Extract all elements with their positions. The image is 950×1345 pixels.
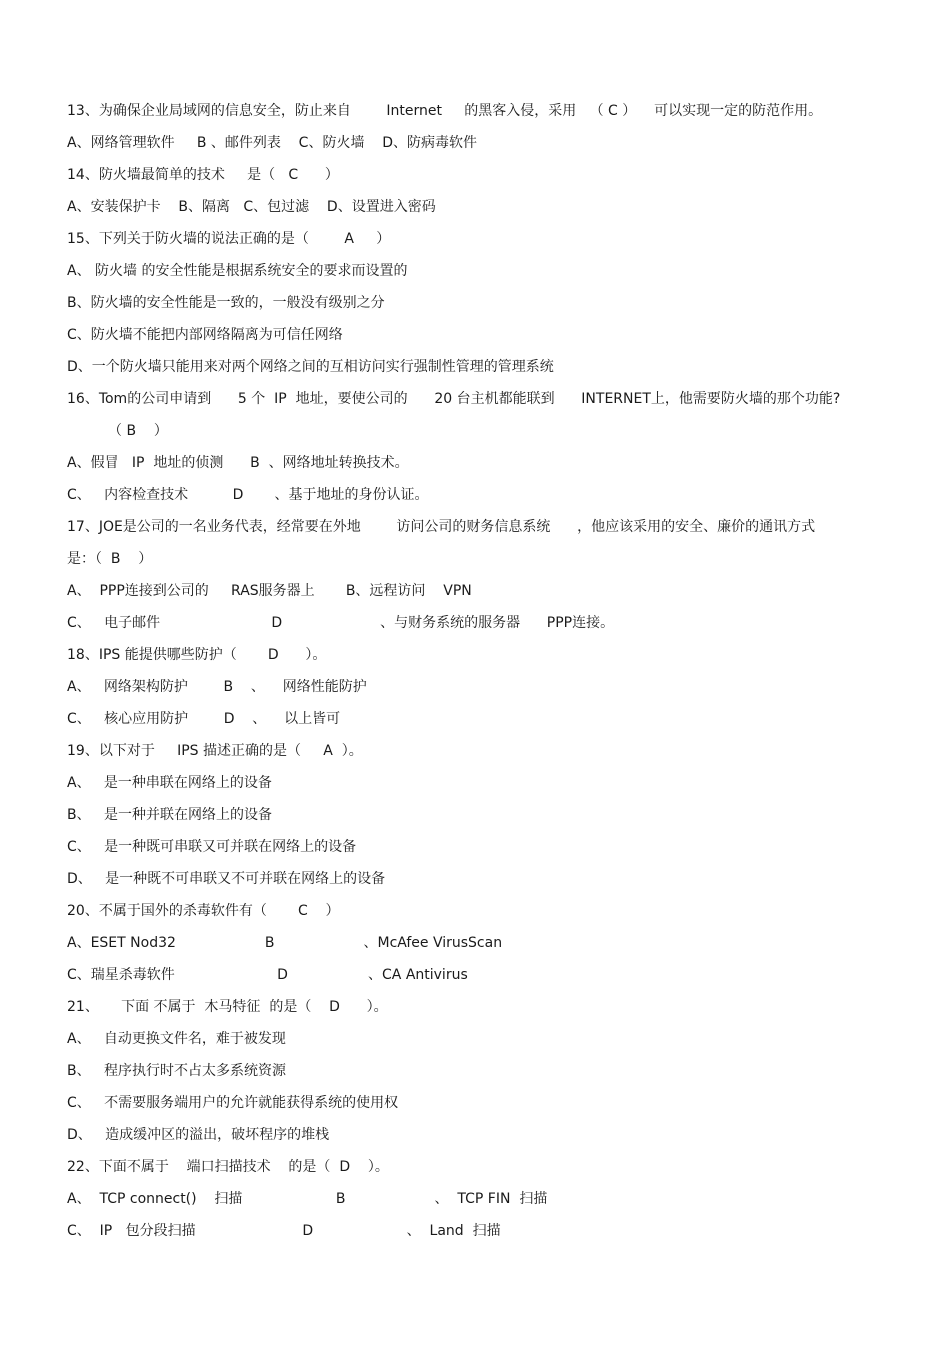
question-15-option-c: C、防火墙不能把内部网络隔离为可信任网络: [67, 327, 343, 343]
question-13-options: A、网络管理软件 B 、邮件列表 C、防火墙 D、防病毒软件: [67, 135, 478, 151]
question-17: 17、JOE是公司的一名业务代表，经常要在外地 访问公司的财务信息系统 ，他应该采用的安全、廉价的通讯方式: [67, 519, 816, 535]
question-17-options-cd: C、 电子邮件 D 、与财务系统的服务器 PPP连接。: [67, 615, 615, 631]
question-22-options-cd: C、 IP 包分段扫描 D 、 Land 扫描: [67, 1223, 501, 1239]
question-16-options-cd: C、 内容检查技术 D 、基于地址的身份认证。: [67, 487, 429, 503]
question-19-option-c: C、 是一种既可串联又可并联在网络上的设备: [67, 839, 357, 855]
question-19-option-d: D、 是一种既不可串联又不可并联在网络上的设备: [67, 871, 386, 887]
question-19-option-b: B、 是一种并联在网络上的设备: [67, 807, 272, 823]
question-21-option-d: D、 造成缓冲区的溢出，破坏程序的堆栈: [67, 1127, 330, 1143]
question-20-options-cd: C、瑞星杀毒软件 D 、CA Antivirus: [67, 967, 468, 983]
question-15-option-b: B、防火墙的安全性能是一致的，一般没有级别之分: [67, 295, 385, 311]
question-19-option-a: A、 是一种串联在网络上的设备: [67, 775, 272, 791]
question-17-options-ab: A、 PPP连接到公司的 RAS服务器上 B、远程访问 VPN: [67, 583, 472, 599]
question-15-option-a: A、 防火墙 的安全性能是根据系统安全的要求而设置的: [67, 263, 408, 279]
question-18-options-ab: A、 网络架构防护 B 、 网络性能防护: [67, 679, 367, 695]
question-20-options-ab: A、ESET Nod32 B 、McAfee VirusScan: [67, 935, 503, 951]
question-18: 18、IPS 能提供哪些防护（ D ）。: [67, 647, 327, 663]
question-16-options-ab: A、假冒 IP 地址的侦测 B 、网络地址转换技术。: [67, 455, 409, 471]
question-18-options-cd: C、 核心应用防护 D 、 以上皆可: [67, 711, 341, 727]
question-17-continued: 是：（ B ）: [67, 551, 153, 567]
question-15: 15、下列关于防火墙的说法正确的是（ A ）: [67, 231, 391, 247]
question-19: 19、以下对于 IPS 描述正确的是（ A ）。: [67, 743, 363, 759]
question-13: 13、为确保企业局域网的信息安全，防止来自 Internet 的黑客入侵，采用 （ C ） 可以实现一定的防范作用。: [67, 103, 823, 119]
question-14-options: A、安装保护卡 B、隔离 C、包过滤 D、设置进入密码: [67, 199, 436, 215]
question-15-option-d: D、一个防火墙只能用来对两个网络之间的互相访问实行强制性管理的管理系统: [67, 359, 554, 375]
question-21-option-c: C、 不需要服务端用户的允许就能获得系统的使用权: [67, 1095, 399, 1111]
question-16-answer: （ B ）: [108, 423, 168, 439]
question-21: 21、 下面 不属于 木马特征 的是（ D ）。: [67, 999, 388, 1015]
question-21-option-b: B、 程序执行时不占太多系统资源: [67, 1063, 286, 1079]
question-21-option-a: A、 自动更换文件名，难于被发现: [67, 1031, 286, 1047]
question-22: 22、下面不属于 端口扫描技术 的是（ D ）。: [67, 1159, 389, 1175]
question-16: 16、Tom的公司申请到 5 个 IP 地址，要使公司的 20 台主机都能联到 INTERNET上，他需要防火墙的那个功能?: [67, 391, 841, 407]
question-14: 14、防火墙最简单的技术 是（ C ）: [67, 167, 339, 183]
question-22-options-ab: A、 TCP connect() 扫描 B 、 TCP FIN 扫描: [67, 1191, 548, 1207]
question-20: 20、不属于国外的杀毒软件有（ C ）: [67, 903, 340, 919]
